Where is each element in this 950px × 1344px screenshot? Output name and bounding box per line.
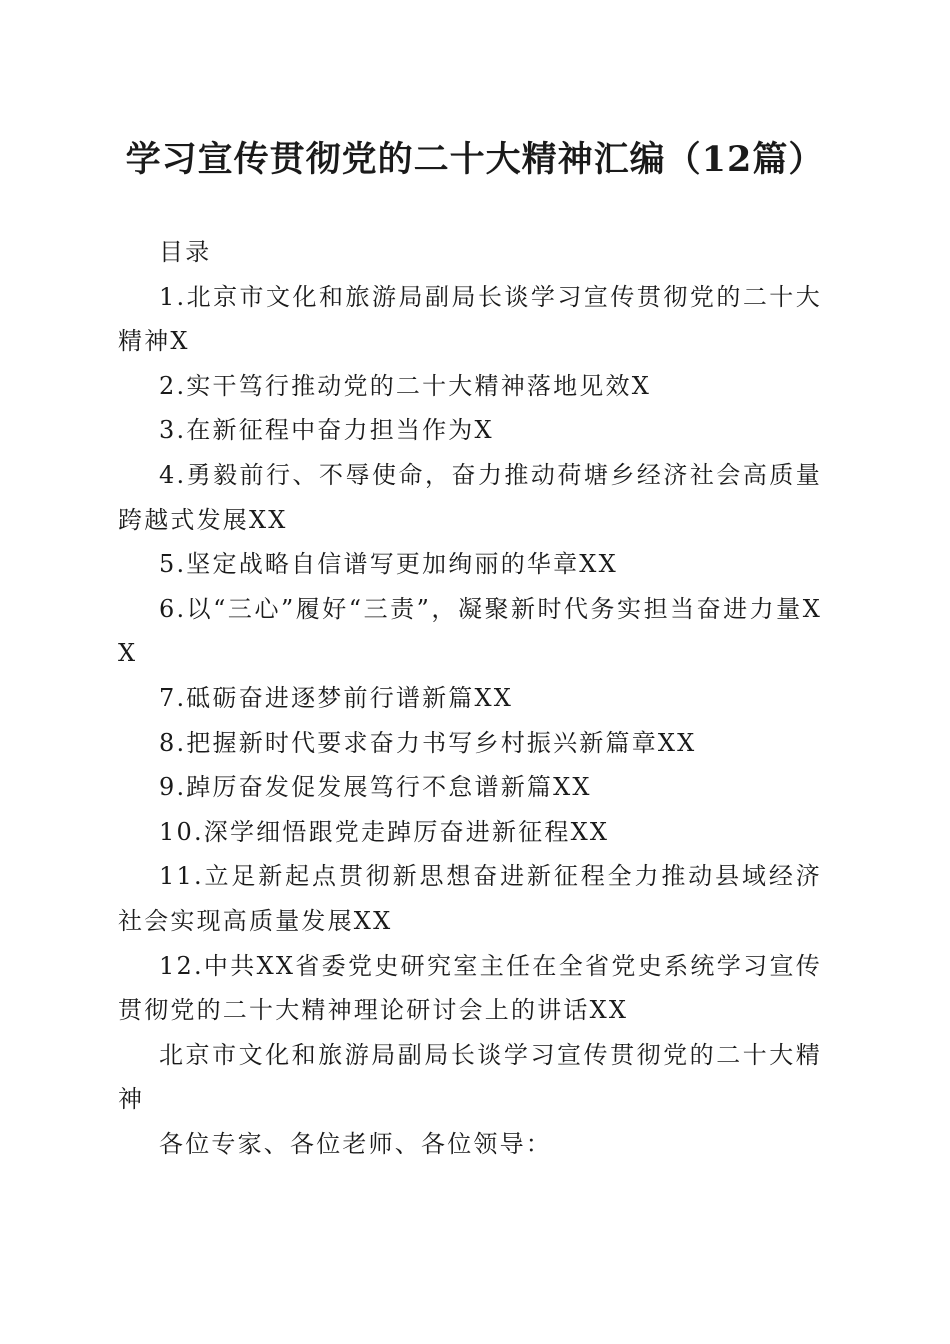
toc-item: 1.北京市文化和旅游局副局长谈学习宣传贯彻党的二十大精神X — [118, 282, 822, 356]
toc-item: 10.深学细悟跟党走踔厉奋进新征程XX — [159, 817, 610, 846]
document-body — [118, 230, 822, 1166]
toc-item: 2.实干笃行推动党的二十大精神落地见效X — [159, 371, 651, 400]
toc-item: 4.勇毅前行、不辱使命，奋力推动荷塘乡经济社会高质量跨越式发展XX — [118, 460, 822, 534]
document-title: 学习宣传贯彻党的二十大精神汇编（12篇） — [125, 139, 825, 180]
toc-item: 5.坚定战略自信谱写更加绚丽的华章XX — [159, 550, 618, 579]
toc-item: 7.砥砺奋进逐梦前行谱新篇XX — [159, 683, 514, 712]
section-heading: 北京市文化和旅游局副局长谈学习宣传贯彻党的二十大精神 — [118, 1040, 822, 1114]
toc-item: 9.踔厉奋发促发展笃行不怠谱新篇XX — [159, 773, 592, 802]
salutation: 各位专家、各位老师、各位领导： — [159, 1129, 552, 1158]
toc-item: 12.中共XX省委党史研究室主任在全省党史系统学习宣传贯彻党的二十大精神理论研讨会上的讲话XX — [118, 951, 822, 1025]
toc-item: 8.把握新时代要求奋力书写乡村振兴新篇章XX — [159, 728, 697, 757]
toc-item: 3.在新征程中奋力担当作为X — [159, 416, 494, 445]
toc-item: 6.以“三心”履好“三责”，凝聚新时代务实担当奋进力量XX — [118, 594, 822, 668]
toc-heading: 目录 — [159, 238, 212, 266]
toc-item: 11.立足新起点贯彻新思想奋进新征程全力推动县域经济社会实现高质量发展XX — [118, 862, 822, 935]
